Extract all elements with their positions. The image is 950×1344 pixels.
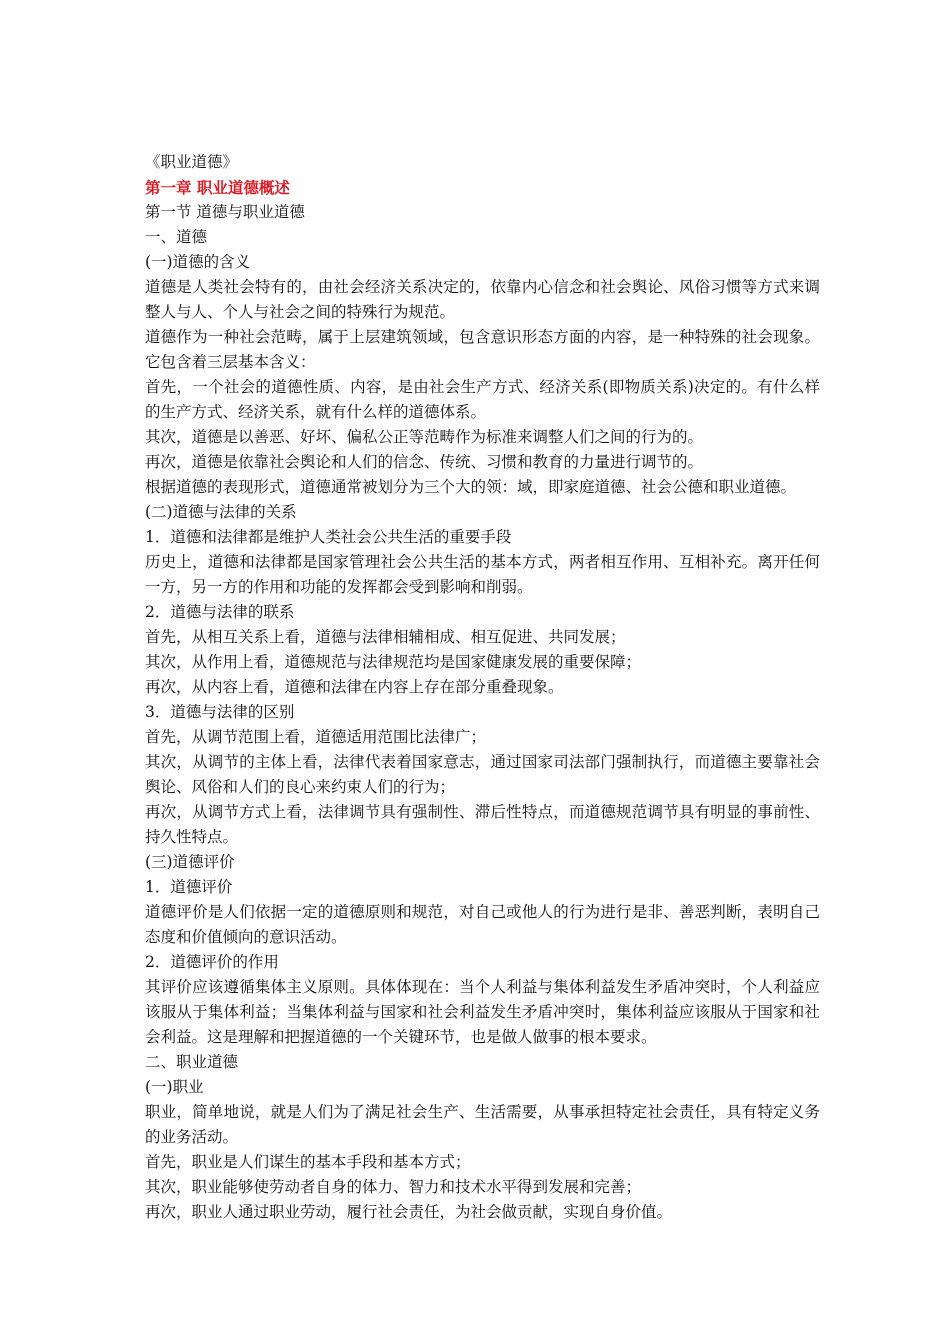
paragraph-evaluation-role: 其评价应该遵循集体主义原则。具体体现在：当个人利益与集体利益发生矛盾冲突时，个人利益应该服从于集体利益；当集体利益与国家和社会利益发生矛盾冲突时，集体利益应该服从于国家和社会利益。这是理解和把握道德的一个关键环节，也是做人做事的根本要求。 xyxy=(145,978,820,1046)
paragraph-diff-2: 其次，从调节的主体上看，法律代表着国家意志，通过国家司法部门强制执行，而道德主要靠社会舆论、风俗和人们的良心来约束人们的行为； xyxy=(145,753,820,796)
paragraph-diff-3: 再次，从调节方式上看，法律调节具有强制性、滞后性特点，而道德规范调节具有明显的事前性、持久性特点。 xyxy=(145,803,820,846)
paragraph-third: 再次，道德是依靠社会舆论和人们的信念、传统、习惯和教育的力量进行调节的。 xyxy=(145,453,704,471)
book-title: 《职业道德》 xyxy=(145,153,239,171)
paragraph-occupation-1: 首先，职业是人们谋生的基本手段和基本方式； xyxy=(145,1153,471,1171)
evaluation-item-1: 1．道德评价 xyxy=(145,878,233,896)
numbered-item-2: 2．道德与法律的联系 xyxy=(145,603,295,621)
numbered-item-1: 1．道德和法律都是维护人类社会公共生活的重要手段 xyxy=(145,528,512,546)
heading-professional-ethics: 二、职业道德 xyxy=(145,1053,239,1071)
paragraph-definition: 道德是人类社会特有的，由社会经济关系决定的，依靠内心信念和社会舆论、风俗习惯等方式来调整人与人、个人与社会之间的特殊行为规范。 xyxy=(145,278,820,321)
paragraph-occupation-3: 再次，职业人通过职业劳动，履行社会责任，为社会做贡献，实现自身价值。 xyxy=(145,1203,673,1221)
paragraph-link-2: 其次，从作用上看，道德规范与法律规范均是国家健康发展的重要保障； xyxy=(145,653,642,671)
paragraph-forms: 根据道德的表现形式，道德通常被划分为三个大的领：域，即家庭道德、社会公德和职业道德。 xyxy=(145,478,797,496)
paragraph-first: 首先，一个社会的道德性质、内容，是由社会生产方式、经济关系(即物质关系)决定的。有什么样的生产方式、经济关系，就有什么样的道德体系。 xyxy=(145,378,820,421)
paragraph-link-1: 首先，从相互关系上看，道德与法律相辅相成、相互促进、共同发展； xyxy=(145,628,626,646)
section-heading: 第一节 道德与职业道德 xyxy=(145,203,305,221)
heading-evaluation: (三)道德评价 xyxy=(145,853,235,871)
paragraph-occupation-def: 职业，简单地说，就是人们为了满足社会生产、生活需要，从事承担特定社会责任，具有特定义务的业务活动。 xyxy=(145,1103,820,1146)
heading-meaning: (一)道德的含义 xyxy=(145,253,251,271)
chapter-heading: 第一章 职业道德概述 xyxy=(145,178,290,197)
heading-law-relation: (二)道德与法律的关系 xyxy=(145,503,297,521)
heading-morality: 一、道德 xyxy=(145,228,208,246)
document-page xyxy=(145,150,820,1225)
paragraph-diff-1: 首先，从调节范围上看，道德适用范围比法律广； xyxy=(145,728,487,746)
paragraph-link-3: 再次，从内容上看，道德和法律在内容上存在部分重叠现象。 xyxy=(145,678,564,696)
paragraph-occupation-2: 其次，职业能够使劳动者自身的体力、智力和技术水平得到发展和完善； xyxy=(145,1178,642,1196)
paragraph-category: 道德作为一种社会范畴，属于上层建筑领域，包含意识形态方面的内容，是一种特殊的社会现象。它包含着三层基本含义： xyxy=(145,328,820,371)
heading-occupation: (一)职业 xyxy=(145,1078,204,1096)
evaluation-item-2: 2．道德评价的作用 xyxy=(145,953,279,971)
paragraph-evaluation: 道德评价是人们依据一定的道德原则和规范，对自己或他人的行为进行是非、善恶判断，表明自己态度和价值倾向的意识活动。 xyxy=(145,903,820,946)
numbered-item-3: 3．道德与法律的区别 xyxy=(145,703,295,721)
paragraph-history: 历史上，道德和法律都是国家管理社会公共生活的基本方式，两者相互作用、互相补充。离开任何一方，另一方的作用和功能的发挥都会受到影响和削弱。 xyxy=(145,553,820,596)
paragraph-second: 其次，道德是以善恶、好坏、偏私公正等范畴作为标准来调整人们之间的行为的。 xyxy=(145,428,704,446)
